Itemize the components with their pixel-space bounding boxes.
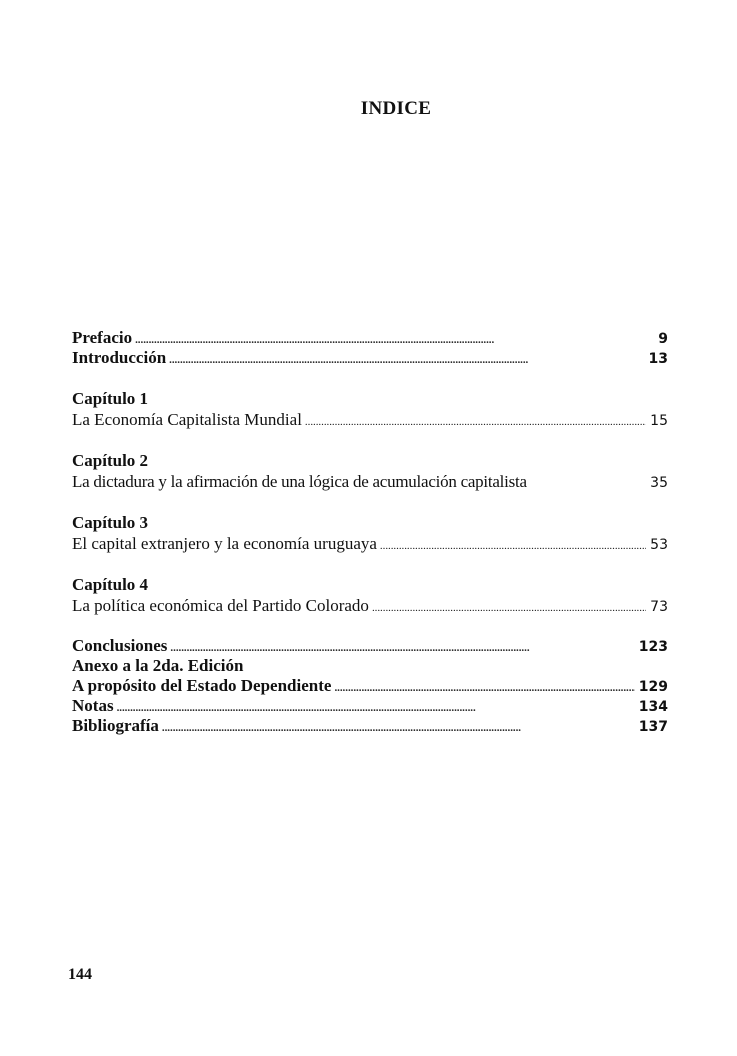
toc-label: Prefacio <box>72 328 133 347</box>
toc-page-number: 15 <box>650 413 668 429</box>
toc-entry-notas <box>72 696 668 716</box>
toc-page-number: 129 <box>638 679 668 695</box>
toc-entry-chapter-2 <box>72 472 668 492</box>
dot-leader <box>169 350 644 370</box>
chapter-heading-4: Capítulo 4 <box>72 575 149 594</box>
toc-label: La política económica del Partido Colorado <box>72 596 369 615</box>
toc-label: Bibliografía <box>72 716 159 735</box>
toc-entry-chapter-1 <box>72 410 668 430</box>
toc-entry-conclusiones <box>72 636 668 656</box>
toc-entry-introduccion <box>72 348 668 368</box>
toc-label: Introducción <box>72 348 167 367</box>
toc-label: La dictadura y la afirmación de una lógica de acumulación capitalista <box>72 472 527 491</box>
toc-entry-prefacio <box>72 328 668 348</box>
chapter-heading-1: Capítulo 1 <box>72 389 149 408</box>
toc-page-number: 134 <box>638 699 668 715</box>
dot-leader <box>372 598 646 618</box>
toc-label: A propósito del Estado Dependiente <box>72 676 332 695</box>
dot-leader <box>170 638 634 658</box>
dot-leader <box>135 330 654 350</box>
toc-label: Conclusiones <box>72 636 168 655</box>
toc-entry-chapter-4 <box>72 596 668 616</box>
chapter-heading-2: Capítulo 2 <box>72 451 149 470</box>
toc-page-number: 53 <box>650 537 668 553</box>
toc-label: Notas <box>72 696 114 715</box>
chapter-heading-3: Capítulo 3 <box>72 513 149 532</box>
dot-leader <box>334 678 634 698</box>
toc-page-number: 35 <box>650 475 668 491</box>
page-number: 144 <box>68 966 92 983</box>
toc-entry-bibliografia <box>72 716 668 736</box>
dot-leader <box>117 698 635 718</box>
page-title: INDICE <box>360 98 432 119</box>
toc-page-number: 123 <box>638 639 668 655</box>
toc-page-number: 9 <box>658 331 668 347</box>
dot-leader <box>380 536 646 556</box>
toc-page-number: 137 <box>638 719 668 735</box>
toc-entry-anexo <box>72 656 668 676</box>
toc-page-number: 13 <box>648 351 668 367</box>
dot-leader <box>162 718 635 738</box>
toc-page-number: 73 <box>650 599 668 615</box>
toc-entry-chapter-3 <box>72 534 668 554</box>
toc-label: Anexo a la 2da. Edición <box>72 656 244 675</box>
toc-entry-proposito <box>72 676 668 696</box>
toc-label: La Economía Capitalista Mundial <box>72 410 302 429</box>
dot-leader <box>305 412 646 432</box>
table-of-contents <box>72 328 668 736</box>
toc-label: El capital extranjero y la economía uruguaya <box>72 534 377 553</box>
